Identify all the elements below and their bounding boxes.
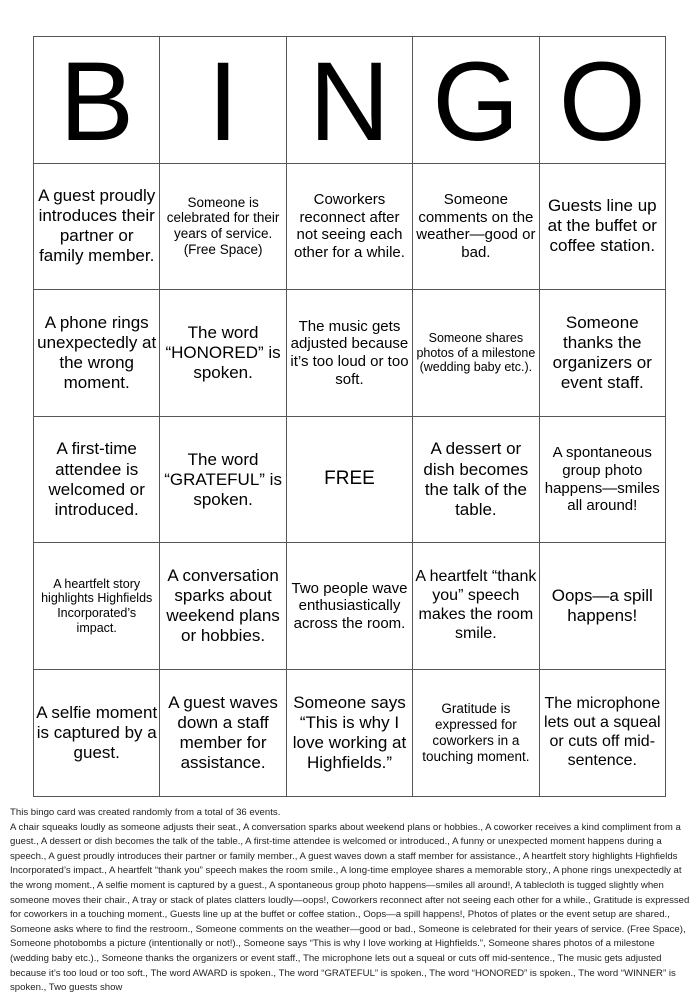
bingo-cell[interactable]: A guest waves down a staff member for assistance. <box>160 669 286 796</box>
header-letter-b: B <box>34 37 160 164</box>
bingo-cell[interactable]: A spontaneous group photo happens—smiles all around! <box>539 416 665 543</box>
bingo-cell[interactable]: Someone says “This is why I love working at Highfields.” <box>286 669 412 796</box>
bingo-cell[interactable]: Coworkers reconnect after not seeing each other for a while. <box>286 163 412 290</box>
bingo-card <box>33 36 666 797</box>
free-space-cell[interactable]: FREE <box>286 416 412 543</box>
header-letter-g: G <box>413 37 539 164</box>
bingo-grid <box>34 163 666 796</box>
bingo-row-5 <box>34 669 666 796</box>
header-letter-i: I <box>160 37 286 164</box>
bingo-cell[interactable]: Someone thanks the organizers or event staff. <box>539 290 665 417</box>
bingo-cell[interactable]: A guest proudly introduces their partner or family member. <box>34 163 160 290</box>
bingo-cell[interactable]: The microphone lets out a squeal or cuts off mid-sentence. <box>539 669 665 796</box>
bingo-cell[interactable]: A selfie moment is captured by a guest. <box>34 669 160 796</box>
footer-events-list: A chair squeaks loudly as someone adjusts their seat., A conversation sparks about weekend plans or hobbies., A coworker receives a kind compliment from a guest., A dessert or dish becomes the talk of the table., A first-time attendee is welcomed or introduced., A funny or unexpected moment happens during a speech., A guest proudly introduces their partner or family member., A guest waves down a staff member for assistance., A heartfelt story highlights Highfields Incorporated’s impact., A heartfelt “thank you” speech makes the room smile., A long-time employee shares a memorable story., A phone rings unexpectedly at the wrong moment., A selfie moment is captured by a guest., A spontaneous group photo happens—smiles all around!, A tablecloth is tugged slightly when someone moves their chair., A tray or stack of plates clatters loudly—oops!, Coworkers reconnect after not seeing each other for a while., Gratitude is expressed for coworkers in a touching moment., Guests line up at the buffet or coffee station., Oops—a spill happens!, Photos of plates or the event setup are shared., Someone asks where to find the restroom., Someone comments on the weather—good or bad., Someone is celebrated for their years of service. (Free Space), Someone photobombs a picture (intentionally or not!)., Someone says “This is why I love working at Highfields.”, Someone shares photos of a milestone (wedding baby etc.)., Someone thanks the organizers or event staff., The microphone lets out a squeal or cuts off mid-sentence., The music gets adjusted because it’s too loud or too soft., The word AWARD is spoken., The word “GRATEFUL” is spoken., The word “HONORED” is spoken., The word “WINNER” is spoken., Two guests show <box>10 821 690 994</box>
footer-summary: This bingo card was created randomly from a total of 36 events. <box>10 807 281 818</box>
bingo-cell[interactable]: The music gets adjusted because it’s too loud or too soft. <box>286 290 412 417</box>
bingo-cell[interactable]: A phone rings unexpectedly at the wrong moment. <box>34 290 160 417</box>
card-footer <box>10 806 692 996</box>
bingo-cell[interactable]: Guests line up at the buffet or coffee station. <box>539 163 665 290</box>
bingo-cell[interactable]: Someone is celebrated for their years of service. (Free Space) <box>160 163 286 290</box>
bingo-cell[interactable]: A heartfelt story highlights Highfields Incorporated’s impact. <box>34 543 160 670</box>
bingo-header-row <box>34 37 666 164</box>
bingo-cell[interactable]: A heartfelt “thank you” speech makes the room smile. <box>413 543 539 670</box>
bingo-cell[interactable]: Someone comments on the weather—good or bad. <box>413 163 539 290</box>
bingo-cell[interactable]: Two people wave enthusiastically across the room. <box>286 543 412 670</box>
bingo-row-2 <box>34 290 666 417</box>
bingo-row-4 <box>34 543 666 670</box>
bingo-cell[interactable]: The word “HONORED” is spoken. <box>160 290 286 417</box>
header-letter-o: O <box>539 37 665 164</box>
bingo-cell[interactable]: Oops—a spill happens! <box>539 543 665 670</box>
bingo-row-3 <box>34 416 666 543</box>
bingo-cell[interactable]: A first-time attendee is welcomed or introduced. <box>34 416 160 543</box>
bingo-cell[interactable]: The word “GRATEFUL” is spoken. <box>160 416 286 543</box>
bingo-row-1 <box>34 163 666 290</box>
bingo-cell[interactable]: A dessert or dish becomes the talk of the table. <box>413 416 539 543</box>
bingo-cell[interactable]: A conversation sparks about weekend plans or hobbies. <box>160 543 286 670</box>
bingo-cell[interactable]: Gratitude is expressed for coworkers in a touching moment. <box>413 669 539 796</box>
header-letter-n: N <box>286 37 412 164</box>
bingo-cell[interactable]: Someone shares photos of a milestone (wedding baby etc.). <box>413 290 539 417</box>
